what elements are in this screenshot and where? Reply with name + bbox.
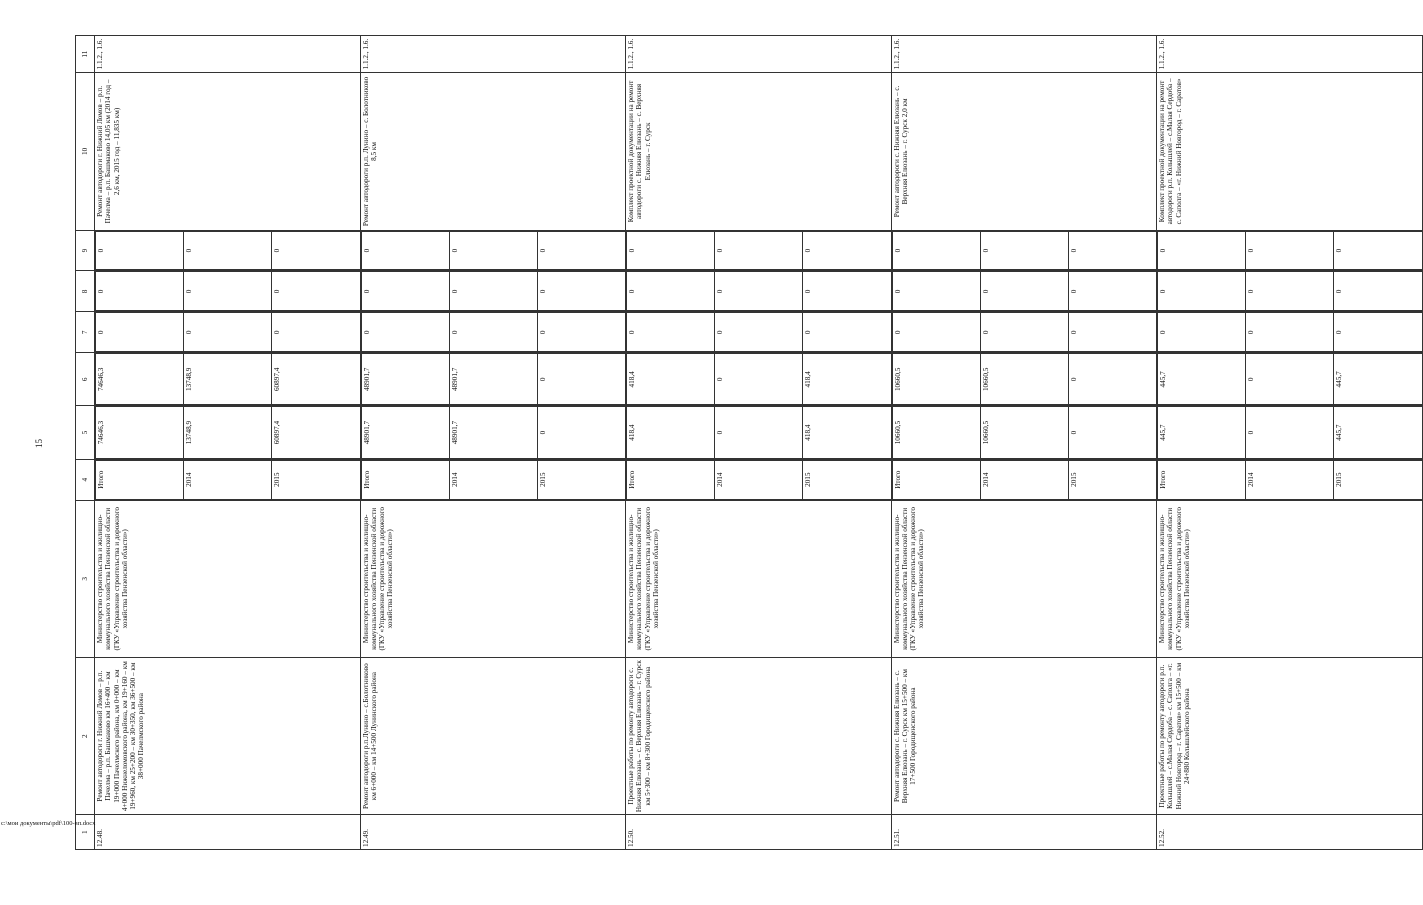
total-funding-value: 0 — [715, 407, 803, 458]
total-funding — [1157, 406, 1423, 459]
total-funding — [95, 406, 361, 459]
regional-funding-value: 0 — [1068, 354, 1156, 405]
col-header: 4 — [76, 459, 95, 500]
col-header: 5 — [76, 406, 95, 459]
regional-funding-value: 0 — [715, 354, 803, 405]
regional-funding-value: 445,7 — [1334, 354, 1422, 405]
col-header: 11 — [76, 36, 95, 73]
regional-funding-value: 10660,5 — [892, 354, 980, 405]
total-funding-value: 445,7 — [1158, 407, 1246, 458]
row-number: 12.51. — [891, 815, 1157, 850]
expected-result: Ремонт автодороги г. Нижний Ломов – р.п. Пачелма – р.п. Башмаково 14,05 км (2014 год – 2,6 км, 2015 год – 11,835 км) — [95, 73, 361, 230]
other-funding-value: 0 — [803, 231, 891, 270]
federal-funding-value: 0 — [184, 313, 272, 352]
year-cell — [95, 459, 361, 500]
row-number: 12.50. — [626, 815, 892, 850]
other-funding-value: 0 — [1246, 231, 1334, 270]
federal-funding-value: 0 — [715, 313, 803, 352]
year-cell-value: 2015 — [272, 460, 360, 499]
local-funding-value: 0 — [1246, 272, 1334, 311]
federal-funding — [95, 312, 361, 353]
local-funding — [891, 271, 1157, 312]
federal-funding-value: 0 — [96, 313, 184, 352]
regional-funding-value: 445,7 — [1158, 354, 1246, 405]
regional-funding — [1157, 353, 1423, 406]
col-header: 6 — [76, 353, 95, 406]
local-funding-value: 0 — [361, 272, 449, 311]
indicator-ref: 1.1.2., 1.6. — [95, 36, 361, 73]
table-row — [360, 36, 626, 850]
measure-name: Ремонт автодороги с. Нижняя Елюзань – с. Верхняя Елюзань – г. Сурск км 15+500 – км 17+500 Городищенского района — [891, 657, 1157, 814]
expected-result: Комплект проектной документации на ремонт автодороги р.п. Колышлей – с.Малая Сердоба – с. Саполга – «г. Нижний Новгород – г. Саратов» — [1157, 73, 1423, 230]
total-funding-value: 0 — [537, 407, 625, 458]
col-header: 8 — [76, 271, 95, 312]
regional-funding — [360, 353, 626, 406]
executor: Министерство строительства и жилищно-коммунального хозяйства Пензенской области (ГКУ «Управление строительства и дорожного хозяйства Пензенской области») — [891, 500, 1157, 657]
regional-funding-value: 418,4 — [627, 354, 715, 405]
indicator-ref: 1.1.2., 1.6. — [1157, 36, 1423, 73]
local-funding — [95, 271, 361, 312]
regional-funding-value: 48901,7 — [361, 354, 449, 405]
year-cell-value: 2014 — [1246, 460, 1334, 499]
col-header: 9 — [76, 230, 95, 271]
year-cell-value: Итого — [1158, 460, 1246, 499]
local-funding-value: 0 — [537, 272, 625, 311]
local-funding-value: 0 — [272, 272, 360, 311]
local-funding-value: 0 — [1068, 272, 1156, 311]
table-row — [891, 36, 1157, 850]
regional-funding-value: 10660,5 — [980, 354, 1068, 405]
table-row — [626, 36, 892, 850]
regional-funding — [891, 353, 1157, 406]
measure-name: Ремонт автодороги г. Нижний Ломов – р.п. Пачелма – р.п. Башмаково км 16+400 – км 19+000 Пачелмского района, км 0+000 – км 4+000 Нижнеломовского района, км 19+160 – км 19+960, км 25+200 – км 30+350, км 36+500 – км 38+000 Пачелмского района — [95, 657, 361, 814]
total-funding — [360, 406, 626, 459]
indicator-ref: 1.1.2., 1.6. — [360, 36, 626, 73]
federal-funding — [626, 312, 892, 353]
page-number: 15 — [34, 439, 44, 448]
other-funding-value: 0 — [980, 231, 1068, 270]
year-cell-value: 2015 — [1334, 460, 1422, 499]
federal-funding-value: 0 — [537, 313, 625, 352]
executor: Министерство строительства и жилищно-коммунального хозяйства Пензенской области (ГКУ «Управление строительства и дорожного хозяйства Пензенской области») — [1157, 500, 1423, 657]
local-funding-value: 0 — [892, 272, 980, 311]
total-funding-value: 0 — [1246, 407, 1334, 458]
executor: Министерство строительства и жилищно-коммунального хозяйства Пензенской области (ГКУ «Управление строительства и дорожного хозяйства Пензенской области») — [360, 500, 626, 657]
other-funding-value: 0 — [715, 231, 803, 270]
other-funding-value: 0 — [627, 231, 715, 270]
other-funding — [1157, 230, 1423, 271]
year-cell-value: 2014 — [184, 460, 272, 499]
regional-funding-value: 0 — [1246, 354, 1334, 405]
local-funding-value: 0 — [184, 272, 272, 311]
year-cell-value: 2015 — [537, 460, 625, 499]
other-funding — [360, 230, 626, 271]
total-funding-value: 10660,5 — [980, 407, 1068, 458]
expected-result: Ремонт автодороги р.п. Лунино – с. Болотниково 8,5 км — [360, 73, 626, 230]
federal-funding-value: 0 — [361, 313, 449, 352]
local-funding — [626, 271, 892, 312]
other-funding-value: 0 — [537, 231, 625, 270]
local-funding-value: 0 — [449, 272, 537, 311]
federal-funding-value: 0 — [980, 313, 1068, 352]
other-funding — [891, 230, 1157, 271]
year-cell-value: 2015 — [1068, 460, 1156, 499]
col-header: 3 — [76, 500, 95, 657]
header-row — [76, 36, 95, 850]
total-funding — [891, 406, 1157, 459]
regional-funding-value: 418,4 — [803, 354, 891, 405]
local-funding — [360, 271, 626, 312]
other-funding-value: 0 — [184, 231, 272, 270]
expected-result: Ремонт автодороги с. Нижняя Елюзань – с. Верхняя Елюзань – г. Сурск 2,0 км — [891, 73, 1157, 230]
other-funding — [626, 230, 892, 271]
col-header: 1 — [76, 815, 95, 850]
other-funding-value: 0 — [1158, 231, 1246, 270]
row-number: 12.49. — [360, 815, 626, 850]
total-funding-value: 60897,4 — [272, 407, 360, 458]
regional-funding-value: 0 — [537, 354, 625, 405]
other-funding — [95, 230, 361, 271]
year-cell-value: Итого — [96, 460, 184, 499]
regional-funding-value: 74646,3 — [96, 354, 184, 405]
col-header: 7 — [76, 312, 95, 353]
local-funding — [1157, 271, 1423, 312]
federal-funding — [1157, 312, 1423, 353]
federal-funding-value: 0 — [1334, 313, 1422, 352]
local-funding-value: 0 — [627, 272, 715, 311]
other-funding-value: 0 — [272, 231, 360, 270]
footer-path: c:\мои документы\pdf\100-вп.docx — [1, 820, 96, 827]
other-funding-value: 0 — [1068, 231, 1156, 270]
federal-funding — [360, 312, 626, 353]
executor: Министерство строительства и жилищно-коммунального хозяйства Пензенской области (ГКУ «Управление строительства и дорожного хозяйства Пензенской области») — [626, 500, 892, 657]
year-cell-value: 2014 — [980, 460, 1068, 499]
local-funding-value: 0 — [96, 272, 184, 311]
federal-funding-value: 0 — [892, 313, 980, 352]
year-cell — [1157, 459, 1423, 500]
total-funding-value: 48901,7 — [449, 407, 537, 458]
year-cell — [626, 459, 892, 500]
total-funding-value: 418,4 — [803, 407, 891, 458]
other-funding-value: 0 — [1334, 231, 1422, 270]
year-cell-value: 2014 — [715, 460, 803, 499]
other-funding-value: 0 — [449, 231, 537, 270]
expected-result: Комплект проектной документации на ремонт автодороги с. Нижняя Елюзань – с. Верхняя Елюзань – г. Сурск — [626, 73, 892, 230]
local-funding-value: 0 — [1334, 272, 1422, 311]
federal-funding-value: 0 — [449, 313, 537, 352]
executor: Министерство строительства и жилищно-коммунального хозяйства Пензенской области (ГКУ «Управление строительства и дорожного хозяйства Пензенской области») — [95, 500, 361, 657]
total-funding — [626, 406, 892, 459]
rotated-page — [75, 35, 1343, 850]
year-cell — [891, 459, 1157, 500]
local-funding-value: 0 — [1158, 272, 1246, 311]
total-funding-value: 418,4 — [627, 407, 715, 458]
regional-funding-value: 48901,7 — [449, 354, 537, 405]
federal-funding-value: 0 — [272, 313, 360, 352]
federal-funding-value: 0 — [803, 313, 891, 352]
year-cell — [360, 459, 626, 500]
local-funding-value: 0 — [803, 272, 891, 311]
total-funding-value: 48901,7 — [361, 407, 449, 458]
table-row — [1157, 36, 1423, 850]
year-cell-value: Итого — [361, 460, 449, 499]
total-funding-value: 74646,3 — [96, 407, 184, 458]
program-table — [75, 35, 1423, 850]
total-funding-value: 10660,5 — [892, 407, 980, 458]
row-number: 12.48. — [95, 815, 361, 850]
measure-name: Ремонт автодороги р.п.Лунино – с.Болотниково км 6+000 – км 14+500 Лунинского района — [360, 657, 626, 814]
federal-funding-value: 0 — [1068, 313, 1156, 352]
table-row — [95, 36, 361, 850]
regional-funding — [95, 353, 361, 406]
local-funding-value: 0 — [980, 272, 1068, 311]
row-number: 12.52. — [1157, 815, 1423, 850]
measure-name: Проектные работы по ремонту автодороги с. Нижняя Елюзань – с. Верхняя Елюзань – г. Сурск км 5+300 – км 8+300 Городищенского района — [626, 657, 892, 814]
indicator-ref: 1.1.2., 1.6. — [891, 36, 1157, 73]
col-header: 10 — [76, 73, 95, 230]
total-funding-value: 445,7 — [1334, 407, 1422, 458]
year-cell-value: 2015 — [803, 460, 891, 499]
total-funding-value: 13748,9 — [184, 407, 272, 458]
federal-funding-value: 0 — [1158, 313, 1246, 352]
federal-funding — [891, 312, 1157, 353]
total-funding-value: 0 — [1068, 407, 1156, 458]
other-funding-value: 0 — [361, 231, 449, 270]
other-funding-value: 0 — [96, 231, 184, 270]
federal-funding-value: 0 — [627, 313, 715, 352]
col-header: 2 — [76, 657, 95, 814]
year-cell-value: 2014 — [449, 460, 537, 499]
year-cell-value: Итого — [627, 460, 715, 499]
federal-funding-value: 0 — [1246, 313, 1334, 352]
indicator-ref: 1.1.2., 1.6. — [626, 36, 892, 73]
regional-funding-value: 13748,9 — [184, 354, 272, 405]
local-funding-value: 0 — [715, 272, 803, 311]
year-cell-value: Итого — [892, 460, 980, 499]
regional-funding-value: 60897,4 — [272, 354, 360, 405]
measure-name: Проектные работы по ремонту автодороги р.п. Колышлей – с.Малая Сердоба – с. Саполга – «г. Нижний Новгород – г. Саратов» км 15+500 – км 24+880 Колышлейского района — [1157, 657, 1423, 814]
regional-funding — [626, 353, 892, 406]
other-funding-value: 0 — [892, 231, 980, 270]
